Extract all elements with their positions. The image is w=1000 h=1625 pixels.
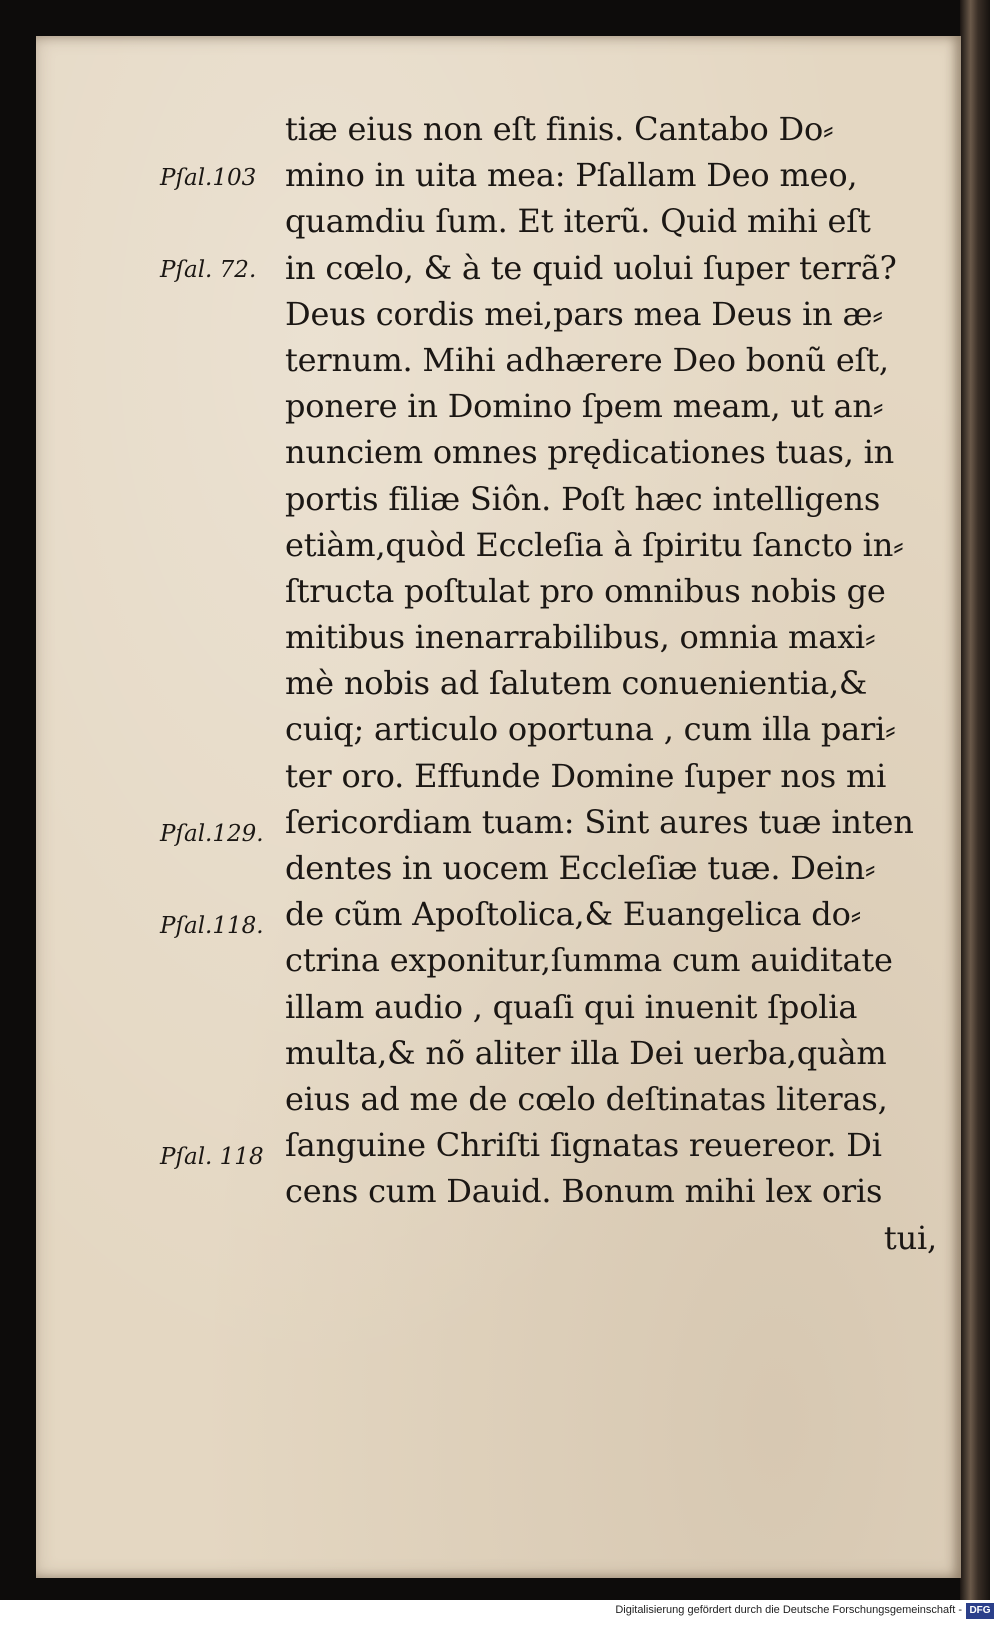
text-line-6: ternum. Mihi adhærere Deo bonũ eſt,: [285, 340, 889, 379]
margin-note-psalm-103: Pſal.103: [160, 165, 257, 191]
margin-note-psalm-129: Pſal.129.: [160, 821, 264, 847]
dfg-logo: DFG: [966, 1603, 994, 1619]
text-line-17: dentes in uocem Eccleſiæ tuæ. Dein⸗: [285, 849, 876, 887]
text-line-21: multa,& nõ aliter illa Dei uerba,quàm: [285, 1033, 887, 1072]
text-line-8: nunciem omnes prędicationes tuas, in: [285, 433, 895, 472]
text-line-18: de cũm Apoſtolica,& Euangelica do⸗: [285, 895, 862, 934]
text-line-19: ctrina exponitur,ſumma cum auiditate: [285, 941, 893, 980]
text-line-10: etiàm,quòd Eccleſia à ſpiritu ſancto in⸗: [285, 525, 904, 564]
text-line-11: ſtructa poſtulat pro omnibus nobis ge: [285, 571, 886, 610]
text-line-16: ſericordiam tuam: Sint aures tuæ inten: [285, 802, 914, 841]
text-line-9: portis filiæ Siôn. Poſt hæc intelligens: [285, 479, 881, 518]
book-spine: [960, 0, 990, 1600]
text-line-13: mè nobis ad ſalutem conuenientia,&: [285, 664, 868, 703]
text-line-15: ter oro. Effunde Domine ſuper nos mi: [285, 756, 887, 795]
text-line-20: illam audio , quaſi qui inuenit ſpolia: [285, 987, 858, 1026]
main-text-block: [285, 106, 945, 1261]
text-line-24: cens cum Dauid. Bonum mihi lex oris: [285, 1172, 883, 1211]
text-line-3: quamdiu ſum. Et iterũ. Quid mihi eſt: [285, 202, 871, 241]
text-line-1: tiæ eius non eſt finis. Cantabo Do⸗: [285, 110, 834, 148]
footer-bar: [0, 1600, 1000, 1625]
text-line-4: in cœlo, & à te quid uolui ſuper terrã?: [285, 248, 897, 287]
text-line-23: ſanguine Chriſti ſignatas reuereor. Di: [285, 1126, 882, 1165]
text-line-14: cuiq; articulo oportuna , cum illa pari⸗: [285, 710, 896, 749]
margin-note-psalm-118-b: Pſal. 118: [160, 1144, 264, 1170]
margin-note-psalm-72: Pſal. 72.: [160, 257, 257, 283]
text-line-2: mino in uita mea: Pſallam Deo meo,: [285, 156, 858, 195]
catchword: tui,: [883, 1218, 937, 1257]
text-line-5: Deus cordis mei,pars mea Deus in æ⸗: [285, 294, 883, 333]
margin-note-psalm-118-a: Pſal.118.: [160, 913, 264, 939]
text-line-7: ponere in Domino ſpem meam, ut an⸗: [285, 387, 884, 426]
funding-credit: Digitalisierung gefördert durch die Deutsche Forschungsgemeinschaft -: [615, 1604, 962, 1616]
text-line-22: eius ad me de cœlo deſtinatas literas,: [285, 1079, 888, 1118]
text-line-12: mitibus inenarrabilibus, omnia maxi⸗: [285, 618, 876, 657]
